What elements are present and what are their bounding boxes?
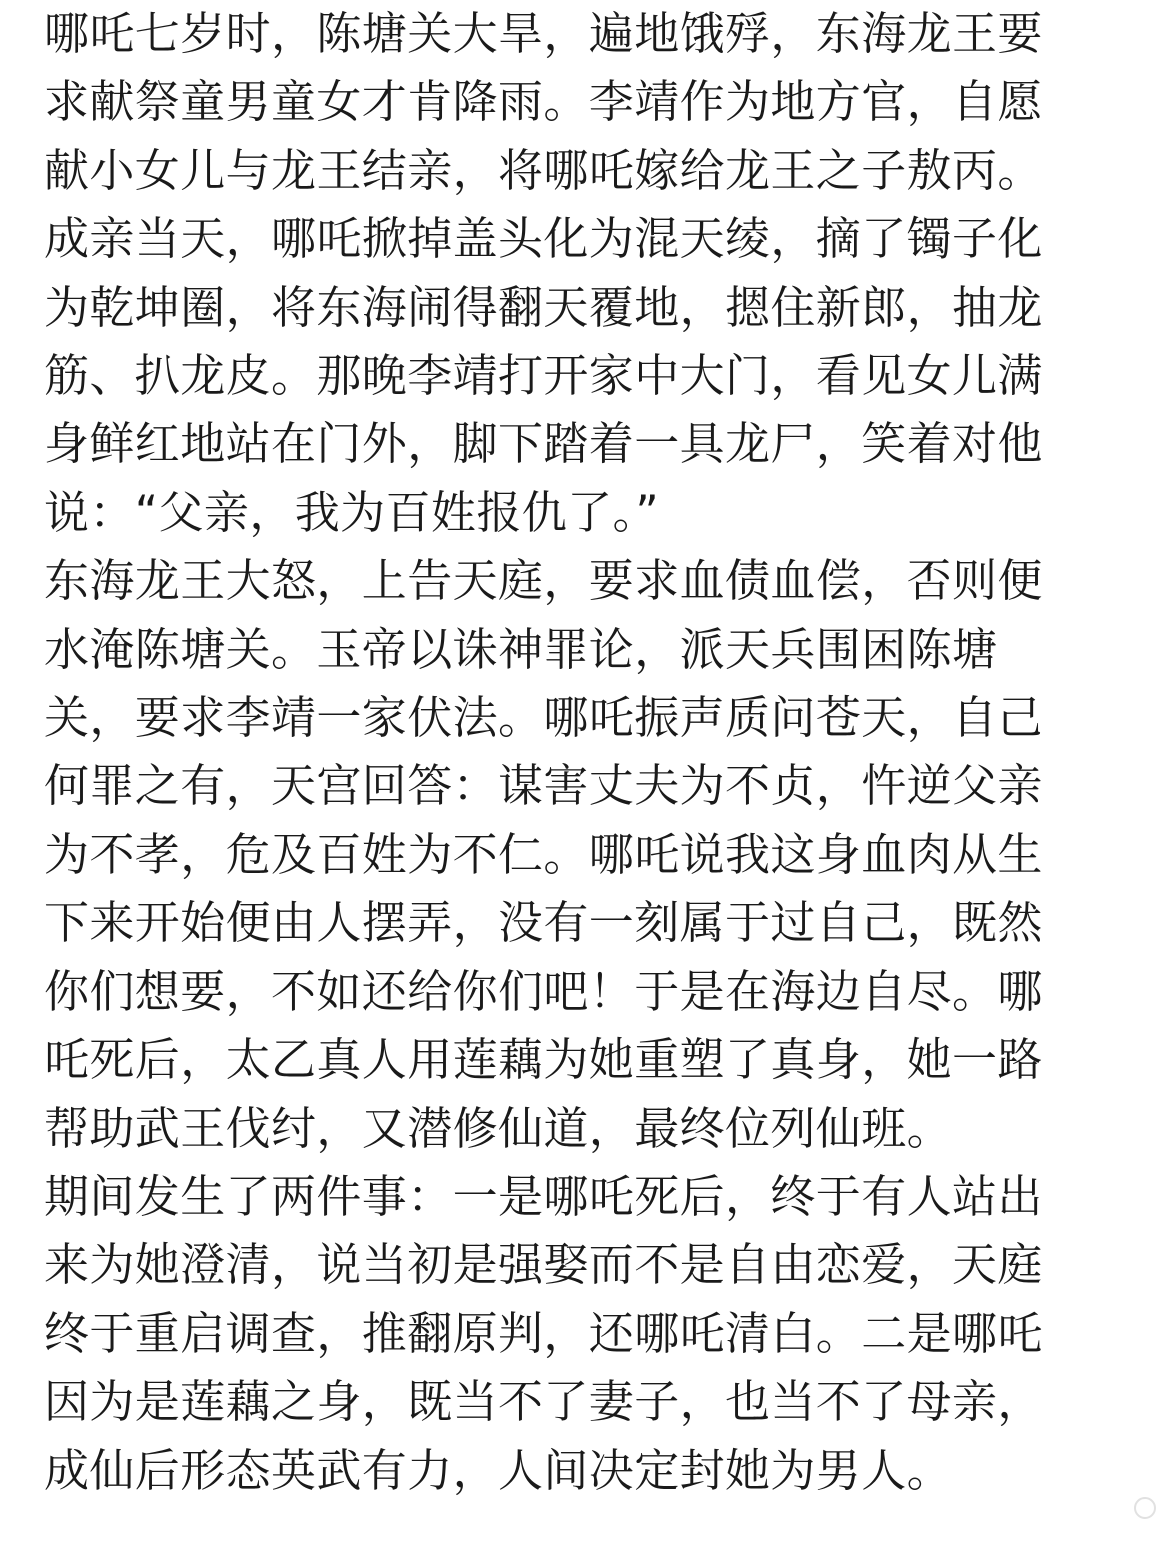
paragraph-2: 东海龙王大怒，上告天庭，要求血债血偿，否则便 水淹陈塘关。玉帝以诛神罪论，派天兵围困陈塘 关，要求李靖一家伏法。哪吒振声质问苍天，自己 何罪之有，天宫回答：谋害丈夫为不贞，忤逆父亲 为不孝，危及百姓为不仁。哪吒说我这身血肉从生 下来开始便由人摆弄，没有一刻属于过自己，既然 你们想要，不如还给你们吧！于是在海边自尽。哪 吒死后，太乙真人用莲藕为她重塑了真身，她一路 帮助武王伐纣，又潜修仙道，最终位列仙班。 (44, 554, 1043, 1155)
article-body (44, 0, 1134, 1505)
watermark-logo-icon (1134, 1497, 1156, 1519)
paragraph-1: 哪吒七岁时，陈塘关大旱，遍地饿殍，东海龙王要 求献祭童男童女才肯降雨。李靖作为地方官，自愿 献小女儿与龙王结亲，将哪吒嫁给龙王之子敖丙。 成亲当天，哪吒掀掉盖头化为混天绫，摘了镯子化 为乾坤圈，将东海闹得翻天覆地，摁住新郎，抽龙 筋、扒龙皮。那晚李靖打开家中大门，看见女儿满 身鲜红地站在门外，脚下踏着一具龙尸，笑着对他 说：“父亲，我为百姓报仇了。” (44, 7, 1043, 539)
paragraph-3: 期间发生了两件事：一是哪吒死后，终于有人站出 来为她澄清，说当初是强娶而不是自由恋爱，天庭 终于重启调查，推翻原判，还哪吒清白。二是哪吒 因为是莲藕之身，既当不了妻子，也当不了母亲， 成仙后形态英武有力，人间决定封她为男人。 (44, 1169, 1043, 1497)
watermark (826, 1494, 1156, 1522)
